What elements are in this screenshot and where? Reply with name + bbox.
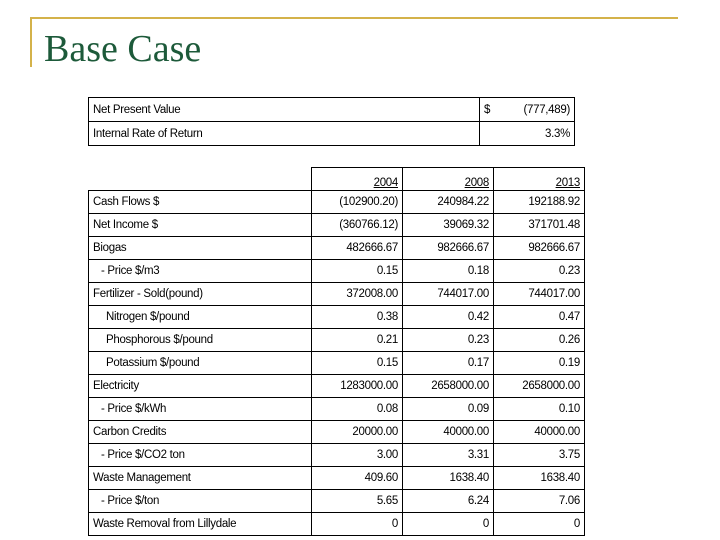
- row-label: Fertilizer - Sold(pound): [89, 283, 312, 306]
- table-row: [89, 260, 585, 283]
- table-row: [89, 329, 585, 352]
- row-label: - Price $/ton: [89, 490, 312, 513]
- accent-rule-vertical: [30, 17, 32, 67]
- npv-currency: $: [480, 98, 503, 122]
- irr-value: 3.3%: [480, 122, 575, 146]
- value-cell: 371701.48: [494, 214, 585, 237]
- row-label: Waste Removal from Lillydale: [89, 513, 312, 536]
- row-label: Electricity: [89, 375, 312, 398]
- value-cell: 0.10: [494, 398, 585, 421]
- year-header: [312, 168, 403, 191]
- row-label: Biogas: [89, 237, 312, 260]
- value-cell: 0: [494, 513, 585, 536]
- npv-value: (777,489): [502, 98, 575, 122]
- table-body: [89, 191, 585, 536]
- table-row: [89, 444, 585, 467]
- row-label: Cash Flows $: [89, 191, 312, 214]
- row-label: Nitrogen $/pound: [89, 306, 312, 329]
- slide-title: Base Case: [44, 28, 202, 70]
- value-cell: 409.60: [312, 467, 403, 490]
- table-row: [89, 467, 585, 490]
- table-row: [89, 283, 585, 306]
- year-label: 2013: [555, 177, 580, 189]
- value-cell: 0.47: [494, 306, 585, 329]
- row-label: Phosphorous $/pound: [89, 329, 312, 352]
- value-cell: 0.42: [403, 306, 494, 329]
- table-row: [89, 421, 585, 444]
- value-cell: 0.21: [312, 329, 403, 352]
- value-cell: 0.23: [403, 329, 494, 352]
- value-cell: 744017.00: [403, 283, 494, 306]
- value-cell: (102900.20): [312, 191, 403, 214]
- table-row: [89, 375, 585, 398]
- value-cell: (360766.12): [312, 214, 403, 237]
- row-label: Potassium $/pound: [89, 352, 312, 375]
- table-row: [89, 237, 585, 260]
- value-cell: 20000.00: [312, 421, 403, 444]
- table-row: [89, 398, 585, 421]
- row-label: Carbon Credits: [89, 421, 312, 444]
- table-row: [89, 352, 585, 375]
- npv-label: Net Present Value: [89, 98, 480, 122]
- row-label: - Price $/CO2 ton: [89, 444, 312, 467]
- value-cell: 0.19: [494, 352, 585, 375]
- year-label: 2008: [464, 177, 489, 189]
- value-cell: 3.75: [494, 444, 585, 467]
- irr-label: Internal Rate of Return: [89, 122, 480, 146]
- value-cell: 482666.67: [312, 237, 403, 260]
- table-row: [89, 513, 585, 536]
- value-cell: 0.15: [312, 352, 403, 375]
- value-cell: 0.18: [403, 260, 494, 283]
- value-cell: 982666.67: [494, 237, 585, 260]
- irr-row: [89, 122, 575, 146]
- value-cell: 0.15: [312, 260, 403, 283]
- table-row: [89, 191, 585, 214]
- table-row: [89, 214, 585, 237]
- value-cell: 0.26: [494, 329, 585, 352]
- cash-flow-table: [88, 167, 585, 536]
- accent-rule-horizontal: [30, 17, 678, 19]
- value-cell: 982666.67: [403, 237, 494, 260]
- year-label: 2004: [373, 177, 398, 189]
- year-header-row: [89, 168, 585, 191]
- row-label: Waste Management: [89, 467, 312, 490]
- value-cell: 40000.00: [494, 421, 585, 444]
- value-cell: 2658000.00: [494, 375, 585, 398]
- value-cell: 39069.32: [403, 214, 494, 237]
- year-header: [403, 168, 494, 191]
- value-cell: 0: [403, 513, 494, 536]
- value-cell: 1283000.00: [312, 375, 403, 398]
- value-cell: 240984.22: [403, 191, 494, 214]
- value-cell: 192188.92: [494, 191, 585, 214]
- value-cell: 0.17: [403, 352, 494, 375]
- row-label: - Price $/m3: [89, 260, 312, 283]
- value-cell: 3.00: [312, 444, 403, 467]
- value-cell: 6.24: [403, 490, 494, 513]
- value-cell: 1638.40: [494, 467, 585, 490]
- value-cell: 2658000.00: [403, 375, 494, 398]
- value-cell: 0.23: [494, 260, 585, 283]
- value-cell: 1638.40: [403, 467, 494, 490]
- summary-table: [88, 97, 575, 146]
- value-cell: 0.08: [312, 398, 403, 421]
- row-label: Net Income $: [89, 214, 312, 237]
- row-label: - Price $/kWh: [89, 398, 312, 421]
- header-blank-cell: [89, 168, 312, 191]
- table-row: [89, 490, 585, 513]
- value-cell: 0.38: [312, 306, 403, 329]
- npv-row: [89, 98, 575, 122]
- value-cell: 5.65: [312, 490, 403, 513]
- table-row: [89, 306, 585, 329]
- value-cell: 372008.00: [312, 283, 403, 306]
- value-cell: 0.09: [403, 398, 494, 421]
- value-cell: 0: [312, 513, 403, 536]
- value-cell: 7.06: [494, 490, 585, 513]
- year-header: [494, 168, 585, 191]
- value-cell: 40000.00: [403, 421, 494, 444]
- value-cell: 744017.00: [494, 283, 585, 306]
- value-cell: 3.31: [403, 444, 494, 467]
